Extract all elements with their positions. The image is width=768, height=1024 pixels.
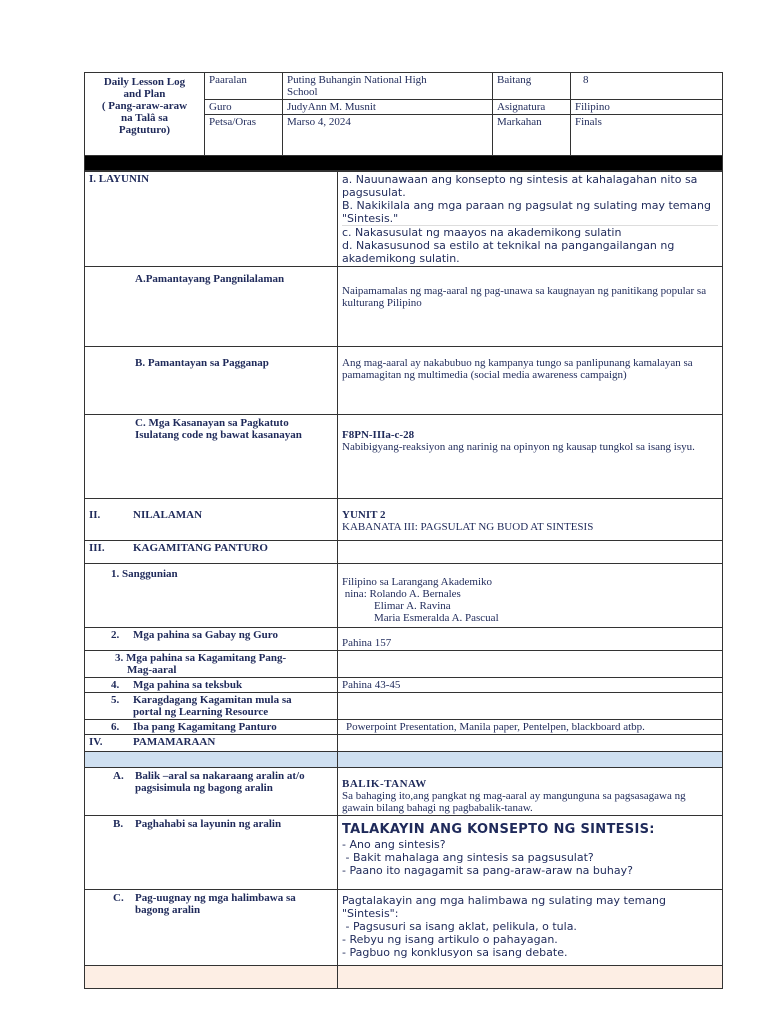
asignatura-label: Asignatura <box>493 100 571 115</box>
layunin-items <box>338 172 723 267</box>
objective-item: a. Nauunawaan ang konsepto ng sintesis at kahalagahan nito sa pagsusulat. <box>342 173 698 199</box>
teksbuk-label <box>85 678 338 693</box>
title-line: and Plan <box>123 88 166 100</box>
reference-line: Elimar A. Ravina <box>374 600 451 612</box>
balik-aral-value <box>338 768 723 816</box>
pamamaraan-separator-row <box>85 752 723 768</box>
balik-aral-label <box>85 768 338 816</box>
section-title: PAMAMARAAN <box>133 736 216 748</box>
petsa-value: Marso 4, 2024 <box>283 115 493 156</box>
pamantayang-pangnilalaman-value: Naipamamalas ng mag-aaral ng pag-unawa sa kaugnayan ng panitikang popular sa kulturang Pilipino <box>338 267 723 347</box>
reference-line: Maria Esmeralda A. Pascual <box>374 612 499 624</box>
kagamitang-mag-aaral-value <box>338 651 723 678</box>
markahan-value: Finals <box>571 115 723 156</box>
guro-value: JudyAnn M. Musnit <box>283 100 493 115</box>
item-number: 6. <box>111 721 120 733</box>
title-line: Pagtuturo) <box>118 124 171 136</box>
discussion-question: - Ano ang sintesis? <box>342 838 446 851</box>
paaralan-value <box>283 73 493 100</box>
karagdagan-label <box>85 693 338 720</box>
pamantayan-pagganap-label: B. Pamantayan sa Pagganap <box>85 347 338 415</box>
unit-title: YUNIT 2 <box>342 509 386 521</box>
teksbuk-value: Pahina 43-45 <box>338 678 723 693</box>
pamantayang-pangnilalaman-row <box>85 267 723 347</box>
gabay-guro-value: Pahina 157 <box>338 628 723 651</box>
paaralan-label: Paaralan <box>205 73 283 100</box>
paghahabi-row <box>85 816 723 890</box>
discussion-question: - Paano ito nagagamit sa pang-araw-araw na buhay? <box>342 864 633 877</box>
document-title <box>85 73 205 156</box>
trailing-row <box>85 966 723 989</box>
item-number: 3. <box>115 652 124 664</box>
competency-code: F8PN-IIIa-c-28 <box>342 429 415 441</box>
section-number: IV. <box>89 736 103 748</box>
balik-aral-row <box>85 768 723 816</box>
konsepto-title: TALAKAYIN ANG KONSEPTO NG SINTESIS: <box>342 822 655 837</box>
iba-kagamitan-label <box>85 720 338 735</box>
example-line: Pagtalakayin ang mga halimbawa ng sulating may temang "Sintesis": <box>342 894 667 920</box>
sanggunian-value <box>338 564 723 628</box>
item-label: Mga pahina sa teksbuk <box>133 679 243 691</box>
reference-line: nina: Rolando A. Bernales <box>342 588 461 600</box>
pamamaraan-value <box>338 735 723 752</box>
pag-uugnay-value <box>338 890 723 966</box>
item-label: Iba pang Kagamitang Panturo <box>133 721 277 733</box>
layunin-label: I. LAYUNIN <box>85 172 338 267</box>
trailing-cell <box>85 966 338 989</box>
baitang-value-text: 8 <box>583 74 589 86</box>
step-letter: C. <box>113 892 124 904</box>
step-label: Balik –aral sa nakaraang aralin at/o <box>135 770 305 782</box>
paghahabi-value <box>338 816 723 890</box>
sanggunian-row <box>85 564 723 628</box>
pag-uugnay-label <box>85 890 338 966</box>
step-label: bagong aralin <box>135 904 201 916</box>
section-title: NILALAMAN <box>133 509 203 521</box>
title-line: na Talâ sa <box>120 112 169 124</box>
pamamaraan-label <box>85 735 338 752</box>
header-divider-bar <box>85 156 723 171</box>
kagamitan-value <box>338 541 723 564</box>
paghahabi-label <box>85 816 338 890</box>
reference-line: Filipino sa Larangang Akademiko <box>342 576 492 588</box>
step-label: Paghahabi sa layunin ng aralin <box>135 818 282 830</box>
kasanayan-label-line: Isulatang code ng bawat kasanayan <box>135 429 302 441</box>
lesson-plan-page <box>84 72 722 989</box>
item-number: 5. <box>111 694 120 706</box>
item-label: portal ng Learning Resource <box>133 706 269 718</box>
pamantayang-pangnilalaman-label: A.Pamantayang Pangnilalaman <box>85 267 338 347</box>
balik-tanaw-title: BALIK-TANAW <box>342 778 427 790</box>
step-label: pagsisimula ng bagong aralin <box>135 782 273 794</box>
trailing-cell <box>338 966 723 989</box>
section-number: II. <box>89 509 101 521</box>
step-label: Pag-uugnay ng mga halimbawa sa <box>135 892 296 904</box>
nilalaman-value <box>338 499 723 541</box>
chapter-title: KABANATA III: PAGSULAT NG BUOD AT SINTESIS <box>342 521 594 533</box>
pamantayan-pagganap-row <box>85 347 723 415</box>
item-label: Mag-aaral <box>127 664 177 676</box>
balik-tanaw-text: Sa bahaging ito,ang pangkat ng mag-aaral ay mangunguna sa pagsasagawa ng gawain bilang bahagi ng pagbabalik-tanaw. <box>342 790 686 814</box>
karagdagan-value <box>338 693 723 720</box>
item-label: Karagdagang Kagamitan mula sa <box>133 694 292 706</box>
section-title: KAGAMITANG PANTURO <box>133 542 268 554</box>
pag-uugnay-row <box>85 890 723 966</box>
paaralan-value-line: School <box>287 86 318 98</box>
example-line: - Pagbuo ng konklusyon sa isang debate. <box>342 946 568 959</box>
pamamaraan-row <box>85 735 723 752</box>
sanggunian-label: 1. Sanggunian <box>85 564 338 628</box>
kasanayan-label <box>85 415 338 499</box>
item-number: 2. <box>111 629 120 641</box>
example-line: - Pagsusuri sa isang aklat, pelikula, o tula. <box>342 920 577 933</box>
objective-item: d. Nakasusunod sa estilo at teknikal na pangangailangan ng akademikong sulatin. <box>342 239 675 265</box>
item-label: Mga pahina sa Kagamitang Pang- <box>126 652 287 664</box>
discussion-question: - Bakit mahalaga ang sintesis sa pagsusulat? <box>342 851 594 864</box>
competency-text: Nabibigyang-reaksiyon ang narinig na opinyon ng kausap tungkol sa isang isyu. <box>342 441 695 453</box>
pamantayan-pagganap-value: Ang mag-aaral ay nakabubuo ng kampanya tungo sa panlipunang kamalayan sa pamamagitan ng multimedia (social media awareness campaign) <box>338 347 723 415</box>
teksbuk-row <box>85 678 723 693</box>
layunin-row <box>85 172 723 267</box>
kagamitan-label <box>85 541 338 564</box>
item-number: 4. <box>111 679 120 691</box>
example-line: - Rebyu ng isang artikulo o pahayagan. <box>342 933 558 946</box>
baitang-label: Baitang <box>493 73 571 100</box>
blue-separator <box>85 752 338 768</box>
petsa-label: Petsa/Oras <box>205 115 283 156</box>
title-line: Daily Lesson Log <box>103 76 186 88</box>
kasanayan-row <box>85 415 723 499</box>
title-line: ( Pang-araw-araw <box>101 100 188 112</box>
item-label: Mga pahina sa Gabay ng Guro <box>133 629 278 641</box>
header-table <box>84 72 723 171</box>
step-letter: B. <box>113 818 124 830</box>
guro-label: Guro <box>205 100 283 115</box>
paaralan-value-line: Puting Buhangin National High <box>287 74 427 86</box>
kagamitang-mag-aaral-label <box>85 651 338 678</box>
karagdagan-row <box>85 693 723 720</box>
step-letter: A. <box>113 770 124 782</box>
gabay-guro-label <box>85 628 338 651</box>
baitang-value <box>571 73 723 100</box>
gabay-guro-row <box>85 628 723 651</box>
nilalaman-label <box>85 499 338 541</box>
iba-kagamitan-row <box>85 720 723 735</box>
section-number: III. <box>89 542 105 554</box>
lesson-table <box>84 171 723 989</box>
kasanayan-value <box>338 415 723 499</box>
blue-separator <box>338 752 723 768</box>
kasanayan-label-line: C. Mga Kasanayan sa Pagkatuto <box>135 417 289 429</box>
markahan-label: Markahan <box>493 115 571 156</box>
objective-item: B. Nakikilala ang mga paraan ng pagsulat ng sulating may temang "Sintesis." <box>342 199 718 226</box>
kagamitang-mag-aaral-row <box>85 651 723 678</box>
objective-item: c. Nakasusulat ng maayos na akademikong sulatin <box>342 226 622 239</box>
nilalaman-row <box>85 499 723 541</box>
iba-kagamitan-value: Powerpoint Presentation, Manila paper, Pentelpen, blackboard atbp. <box>338 720 723 735</box>
asignatura-value: Filipino <box>571 100 723 115</box>
kagamitan-row <box>85 541 723 564</box>
